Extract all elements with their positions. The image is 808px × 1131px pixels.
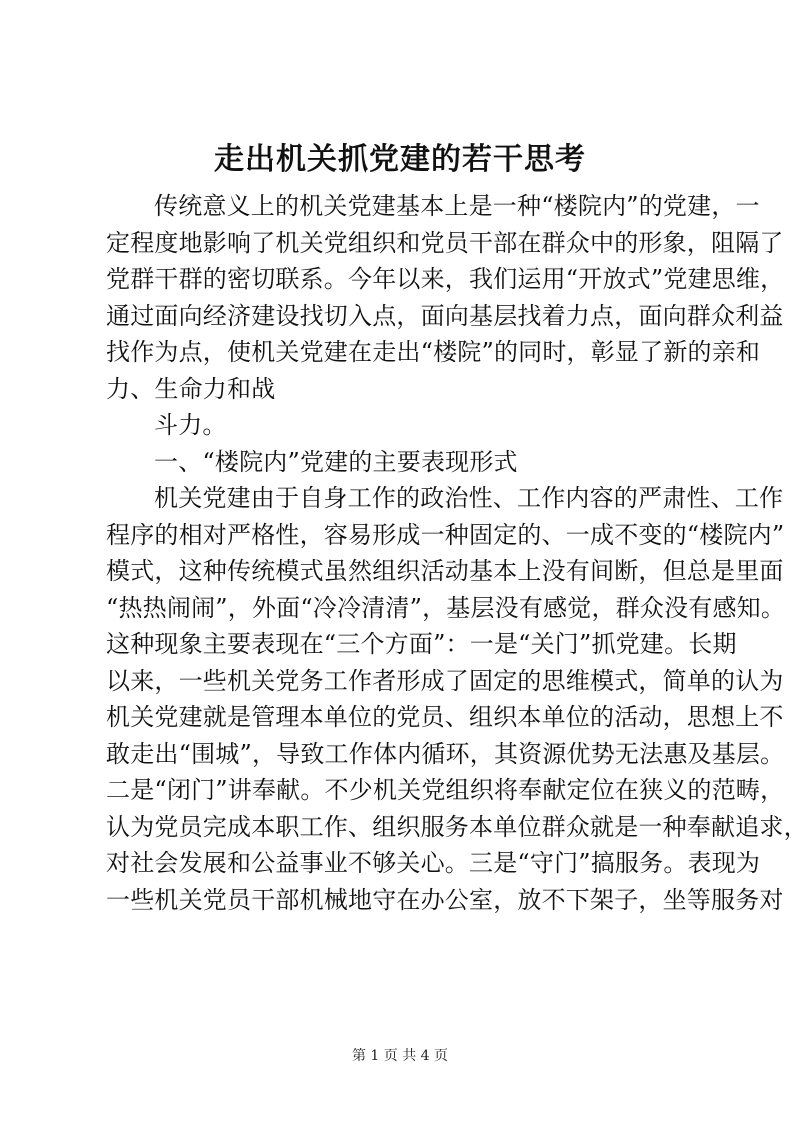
body-line: 斗力。 [154,411,227,439]
document-title: 走出机关抓党建的若干思考 [214,142,586,177]
body-line: 力、生命力和战 [106,374,276,403]
page-number-footer: 第 1 页 共 4 页 [351,1048,449,1064]
body-line: 机关党建就是管理本单位的党员、组织本单位的活动，思想上不 [106,703,784,731]
body-line: 这种现象主要表现在“三个方面”：一是“关门”抓党建。长期 [106,630,737,658]
body-line: 认为党员完成本职工作、组织服务本单位群众就是一种奉献追求， [106,812,808,841]
body-line: 机关党建由于自身工作的政治性、工作内容的严肃性、工作 [154,484,784,512]
body-line: 党群干群的密切联系。今年以来，我们运用“开放式”党建思维， [106,265,785,293]
body-line: 传统意义上的机关党建基本上是一种“楼院内”的党建，一 [154,192,760,220]
body-line: 对社会发展和公益事业不够关心。三是“守门”搞服务。表现为 [106,849,761,877]
body-line: “热热闹闹”，外面“冷冷清清”，基层没有感觉，群众没有感知。 [106,593,786,622]
body-line: 找作为点，使机关党建在走出“楼院”的同时，彰显了新的亲和 [106,338,761,366]
body-line: 程序的相对严格性，容易形成一种固定的、一成不变的“楼院内” [106,520,785,549]
body-line: 敢走出“围城”，导致工作体内循环，其资源优势无法惠及基层。 [106,739,785,768]
document-body [106,188,808,918]
body-line: 二是“闭门”讲奉献。不少机关党组织将奉献定位在狭义的范畴， [106,776,785,804]
body-line: 模式，这种传统模式虽然组织活动基本上没有间断，但总是里面 [106,557,784,585]
body-line: 定程度地影响了机关党组织和党员干部在群众中的形象，阻隔了 [106,228,784,257]
body-line: 一些机关党员干部机械地守在办公室，放不下架子，坐等服务对 [106,885,784,914]
section-heading: 一、“楼院内”党建的主要表现形式 [154,447,518,476]
body-line: 以来，一些机关党务工作者形成了固定的思维模式，简单的认为 [106,666,784,695]
body-line: 通过面向经济建设找切入点，面向基层找着力点，面向群众利益 [106,301,784,330]
